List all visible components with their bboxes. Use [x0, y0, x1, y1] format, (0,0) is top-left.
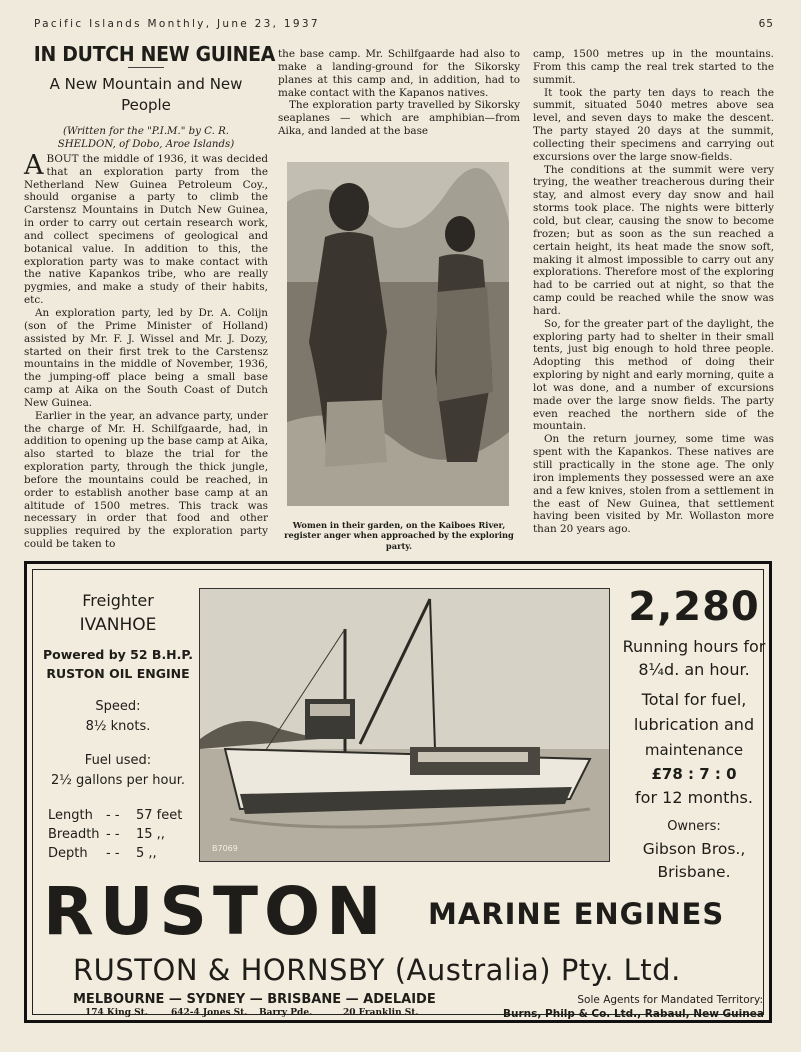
- running-header: [34, 18, 774, 38]
- ad-speed-label: Speed:: [95, 699, 141, 714]
- paragraph: ABOUT the middle of 1936, it was decided that an exploration party from the Netherland New Guinea Petroleum Coy., should organise a party to climb the Carstensz Mountains in Dutch New Guinea, in order to carry out certain research work, and collect specimens of geological and botanical value. In addition to this, the exploration party was to make contact with the native Kapankos tribe, who are really pygmies, and make a study of their habits, etc.: [24, 149, 268, 307]
- article-title: IN DUTCH NEW GUINEA: [33, 42, 276, 66]
- ad-agents-1: Sole Agents for Mandated Territory:: [577, 994, 763, 1006]
- ad-speed-value: 8½ knots.: [85, 719, 151, 734]
- paragraph: camp, 1500 metres up in the mountains. From this camp the real trek started to the summit.: [533, 48, 774, 86]
- ad-owners-label: Owners:: [667, 819, 721, 834]
- dimension-row: Length - - 57 feet: [48, 808, 183, 823]
- address: 20 Franklin St.: [343, 1008, 419, 1018]
- article-column-2: [278, 48, 520, 138]
- article-column-3: [533, 48, 774, 536]
- ad-hours-text-2: 8¼d. an hour.: [638, 660, 750, 679]
- ad-vessel-name: IVANHOE: [79, 615, 157, 635]
- paragraph: An exploration party, led by Dr. A. Colijn (son of the Prime Minister of Holland) assisted by Mr. F. J. Wissel and Mr. J. Dozy, started on their first trek to the Carstensz mountains in the middle of November, 1936, the jumping-off place being a small base camp at Aika on the South Coast of Dutch New Guinea.: [24, 306, 268, 409]
- title-rule: [128, 67, 164, 68]
- dimension-row: Depth - - 5 ,,: [48, 846, 157, 861]
- dimension-row: Breadth - - 15 ,,: [48, 827, 165, 842]
- ad-total-2: lubrication and: [633, 715, 755, 734]
- ad-hours-figure: 2,280: [628, 584, 760, 630]
- paragraph: The exploration party travelled by Sikorsky seaplanes — which are amphibian—from Aika, and landed at the base: [278, 99, 520, 138]
- women-photo: [287, 162, 509, 506]
- ad-dimensions: [48, 806, 182, 863]
- paragraph: The conditions at the summit were very trying, the weather treacherous during their stay, and almost every day snow and hail storms took place. The nights were bitterly cold, but clear, causing the snow to become frozen; but as soon as the sun reached a certain height, its heat made the snow soft, making it almost impossible to carry out any explorations. Therefore most of the exploring had to be carried out at night, so that the camp could be reached while the snow was hard.: [533, 163, 774, 317]
- ad-inner-frame: [32, 569, 766, 1020]
- ad-fuel-value: 2½ gallons per hour.: [51, 773, 185, 788]
- ad-agents-2: Burns, Philp & Co. Ltd., Rabaul, New Guinea: [503, 1008, 764, 1020]
- ad-total-4: for 12 months.: [635, 788, 753, 807]
- ad-cities: MELBOURNE — SYDNEY — BRISBANE — ADELAIDE: [73, 992, 436, 1007]
- running-head: Pacific Islands Monthly, June 23, 1937: [34, 18, 320, 30]
- ad-company: RUSTON & HORNSBY (Australia) Pty. Ltd.: [73, 953, 681, 987]
- byline-line-2: SHELDON, of Dobo, Aroe Islands): [57, 139, 235, 151]
- ad-owners-1: Gibson Bros.,: [642, 840, 746, 858]
- address: Barry Pde.: [259, 1008, 313, 1018]
- ad-owners-2: Brisbane.: [657, 863, 731, 881]
- page-number: 65: [758, 18, 774, 30]
- ruston-advertisement: [24, 561, 772, 1023]
- ad-total-1: Total for fuel,: [641, 690, 747, 709]
- address: 642-4 Jones St.: [171, 1008, 248, 1018]
- ad-freighter-label: Freighter: [82, 591, 154, 610]
- paragraph: It took the party ten days to reach the summit, situated 5040 metres above sea level, and seven days to make the descent. The party stayed 20 days at the summit, collecting their specimens and carrying out excursions over the large snow-fields.: [533, 86, 774, 163]
- drop-cap: A: [24, 149, 44, 181]
- paragraph: the base camp. Mr. Schilfgaarde had also to make a landing-ground for the Sikorsky planes at this camp and, in addition, had to make contact with the Kapanos natives.: [278, 48, 520, 99]
- ad-marine-engines: MARINE ENGINES: [428, 897, 725, 931]
- photo-caption: Women in their garden, on the Kaiboes River, register anger when approached by the exploring party.: [284, 520, 514, 551]
- ad-hours-text-1: Running hours for: [622, 637, 766, 656]
- ad-total-3: maintenance: [644, 741, 744, 759]
- paragraph: Earlier in the year, an advance party, under the charge of Mr. H. Schilfgaarde, had, in addition to opening up the base camp at Aika, also started to blaze the trial for the exploration party, through the thick jungle, before the mountains could be reached, in order to establish another base camp at an altitude of 1500 metres. This track was necessary in order that food and other supplies required by the exploration party could be taken to: [24, 409, 268, 551]
- ad-brand: RUSTON: [43, 873, 388, 950]
- ad-powered-line-2: RUSTON OIL ENGINE: [46, 666, 190, 681]
- ad-total-cost: £78 : 7 : 0: [651, 765, 737, 783]
- byline-line-1: (Written for the "P.I.M." by C. R.: [63, 125, 229, 137]
- paragraph: So, for the greater part of the daylight, the exploring party had to shelter in their small tents, just big enough to hold three people. Adopting this method of doing their exploring by night and early morning, quite a lot was done, and a number of excursions made over the large snow fields. The party even reached the northern side of the mountain.: [533, 317, 774, 433]
- article-column-1: [24, 42, 276, 551]
- photo-number: B7069: [212, 844, 238, 853]
- ad-powered-line-1: Powered by 52 B.H.P.: [43, 647, 194, 662]
- ad-fuel-label: Fuel used:: [84, 753, 152, 768]
- article-subtitle: A New Mountain and New People: [49, 74, 243, 114]
- boat-photo: [199, 588, 610, 862]
- ad-addresses: [85, 1008, 419, 1019]
- address: 174 King St.: [85, 1008, 148, 1018]
- paragraph: On the return journey, some time was spent with the Kapankos. These natives are still practically in the stone age. The only iron implements they possessed were an axe and a few knives, stolen from a settlement in the east of New Guinea, that settlement having been visited by Mr. Wollaston more than 20 years ago.: [533, 433, 774, 536]
